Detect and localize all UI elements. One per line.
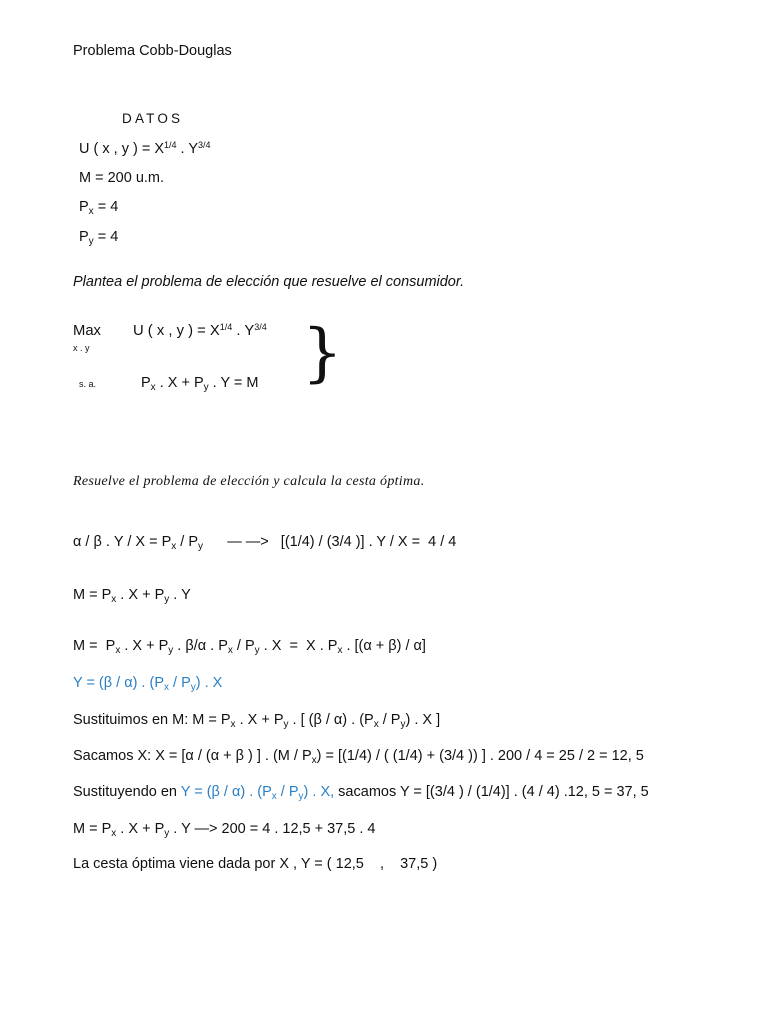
subject-to-label: s. a. [79, 379, 97, 389]
optimal-bundle: La cesta óptima viene dada por X , Y = ( 12,5 , 37,5 ) [73, 856, 438, 872]
question-2: Resuelve el problema de elección y calcula la cesta óptima. [73, 474, 425, 489]
step-1-tangency: α / β . $Y / X = P_x / P_y$ — —> [(1/4) / (3/4 )] . Y / X = 4 / 4 [73, 534, 457, 552]
objective-function: U ( x , y ) = $X^{1/4}$ . $Y^{3/4}$ [133, 322, 267, 339]
step-8-verification: $M = P_x$ . $X + P_y$ . Y —> 200 = 4 . 12,5 + 37,5 . 4 [73, 821, 376, 839]
step-5-substitute-in-m: Sustituimos en M: $M = P_x$ . $X + P_y$ . [ (β / α) . $(P_x / P_y)$ . X ] [73, 712, 441, 730]
question-1: Plantea el problema de elección que resuelve el consumidor. [73, 274, 465, 290]
price-x: $P_x = 4$ [79, 199, 119, 217]
step-4-y-expression: Y = (β / α) . $(P_x / P_y)$ . X [73, 675, 223, 693]
step-2-budget: $M = P_x$ . $X + P_y$ . Y [73, 587, 191, 605]
step-7-solve-y: Sustituyendo en Y = (β / α) . $(P_x / P_y)$ . X, sacamos Y = [(3/4 ) / (1/4)] . (4 / 4) .12, 5 = 37, 5 [73, 784, 649, 802]
document-title: Problema Cobb-Douglas [73, 43, 232, 59]
y-expression-highlight: Y = (β / α) . $(P_x / P_y)$ . X, [180, 784, 335, 802]
max-subscript: x . y [73, 343, 90, 353]
price-y: $P_y = 4$ [79, 229, 119, 247]
utility-function: U ( x , y ) = $X^{1/4}$ . $Y^{3/4}$ [79, 140, 211, 157]
income-value: M = 200 u.m. [79, 170, 165, 186]
step-6-solve-x: Sacamos X: X = [α / (α + β ) ] . $(M / P_x) = [(1/4)$ / ( (1/4) + (3/4 )) ] . 200 / 4 = 25 / 2 = 12, 5 [73, 748, 644, 766]
datos-heading: DATOS [122, 111, 184, 126]
budget-constraint: $P_x$ . $X + P_y$ . Y = M [141, 375, 259, 393]
step-3-substitution: $M = P_x$ . $X + P_y$ . β/α . $P_x / P_y$ . X = X . $P_x$ . [(α + β) / α] [73, 638, 426, 656]
closing-brace: } [302, 316, 343, 390]
max-label: Max [73, 323, 101, 339]
